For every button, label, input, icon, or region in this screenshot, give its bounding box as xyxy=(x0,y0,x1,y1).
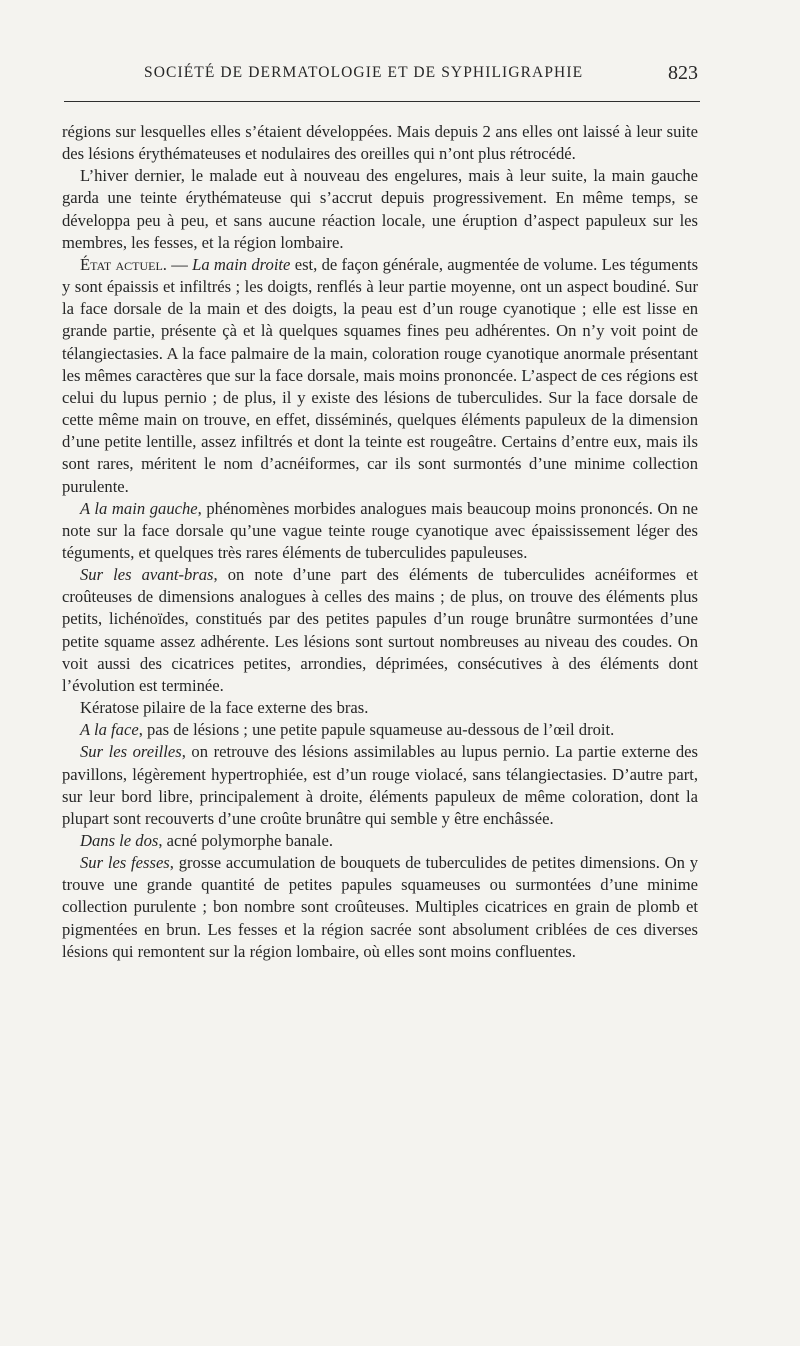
italic-lead: Sur les fesses xyxy=(80,853,170,873)
paragraph xyxy=(62,564,698,697)
page-number: 823 xyxy=(668,62,698,84)
body-text xyxy=(62,121,698,963)
header-rule xyxy=(64,101,700,102)
paragraph xyxy=(62,254,698,498)
paragraph-text: , pas de lésions ; une petite papule squameuse au-dessous de l’œil droit. xyxy=(138,720,615,740)
paragraph xyxy=(62,741,698,830)
paragraph xyxy=(62,121,698,165)
paragraph-text: , on note d’une part des éléments de tuberculides acnéiformes et croûteuses de dimensions analogues à celles des mains ; de plus, on trouve des éléments plus petits, lichénoïdes, constitués par des petites papules d’un rouge brunâtre surmontées d’une petite squame assez adhérente. Les lésions sont surtout nombreuses au niveau des coudes. On voit aussi des cicatrices petites, arrondies, déprimées, consécutives à des éléments dont l’évolution est terminée. xyxy=(62,565,698,695)
lead-separator: — xyxy=(166,254,193,274)
italic-lead: Sur les avant-bras xyxy=(80,565,214,585)
paragraph xyxy=(62,498,698,564)
paragraph-text: régions sur lesquelles elles s’étaient développées. Mais depuis 2 ans elles ont laissé à leur suite des lésions érythémateuses et nodulaires des oreilles qui n’ont plus rétrocédé. xyxy=(62,122,698,164)
paragraph xyxy=(62,830,698,852)
running-title: SOCIÉTÉ DE DERMATOLOGIE ET DE SYPHILIGRAPHIE xyxy=(144,64,584,81)
paragraph xyxy=(62,697,698,719)
paragraph-text: L’hiver dernier, le malade eut à nouveau des engelures, mais à leur suite, la main gauche garda une teinte érythémateuse qui s’accrut depuis progressivement. En même temps, se développa peu à peu, et sans aucune réaction locale, une éruption d’aspect papuleux sur les membres, les fesses, et la région lombaire. xyxy=(62,166,698,252)
italic-lead: A la main gauche xyxy=(80,498,198,518)
italic-lead: Sur les oreilles xyxy=(80,742,182,762)
italic-lead: A la face xyxy=(80,720,139,740)
paragraph xyxy=(62,719,698,741)
paragraph-text: , acné polymorphe banale. xyxy=(158,831,333,850)
italic-lead: Dans le dos xyxy=(80,831,159,850)
paragraph xyxy=(62,852,698,963)
paragraph xyxy=(62,165,698,254)
paragraph-text: , on retrouve des lésions assimilables au lupus pernio. La partie externe des pavillons, légèrement hypertrophiée, est d’un rouge violacé, sans télangiectasies. D’autre part, sur leur bord libre, principalement à droite, éléments papuleux de même coloration, dont la plupart sont recouverts d’une croûte brunâtre qui semble y être enchâssée. xyxy=(62,742,698,828)
paragraph-text: est, de façon générale, augmentée de volume. Les téguments y sont épaissis et infiltrés ; les doigts, renflés à leur partie moyenne, ont un aspect boudiné. Sur la face dorsale de la main et des doigts, la peau est d’un rouge cyanotique ; elle est lisse en grande partie, présente çà et là quelques squames fines peu adhérentes. On n’y voit point de télangiectasies. A la face palmaire de la main, coloration rouge cyanotique anormale présentant les mêmes caractères que sur la face dorsale, mais moins prononcée. L’aspect de ces régions est celui du lupus pernio ; de plus, il y existe des lésions de tuberculides. Sur la face dorsale de cette même main on trouve, en effet, disséminés, quelques éléments papuleux de la dimension d’une petite lentille, assez infiltrés et dont la teinte est rougeâtre. Certains d’entre eux, mais ils sont rares, méritent le nom d’acnéiformes, car ils sont surmontés d’une minime collection purulente. xyxy=(62,254,699,496)
section-lead: État actuel. xyxy=(80,254,167,274)
page-header xyxy=(64,62,700,90)
paragraph-text: , grosse accumulation de bouquets de tuberculides de petites dimensions. On y trouve une grande quantité de petites papules squameuses ou surmontées d’une minime collection purulente ; bon nombre sont croûteuses. Multiples cicatrices en grain de plomb et pigmentées en brun. Les fesses et la région sacrée sont absolument criblées de ces diverses lésions qui remontent sur la région lombaire, où elles sont moins confluentes. xyxy=(62,853,698,961)
paragraph-text: Kératose pilaire de la face externe des bras. xyxy=(80,698,369,718)
paragraph-text: , phénomènes morbides analogues mais beaucoup moins prononcés. On ne note sur la face dorsale qu’une vague teinte rouge cyanotique avec épaississement léger des téguments, et quelques très rares éléments de tuberculides papuleuses. xyxy=(62,498,698,562)
italic-lead: La main droite xyxy=(192,254,291,274)
